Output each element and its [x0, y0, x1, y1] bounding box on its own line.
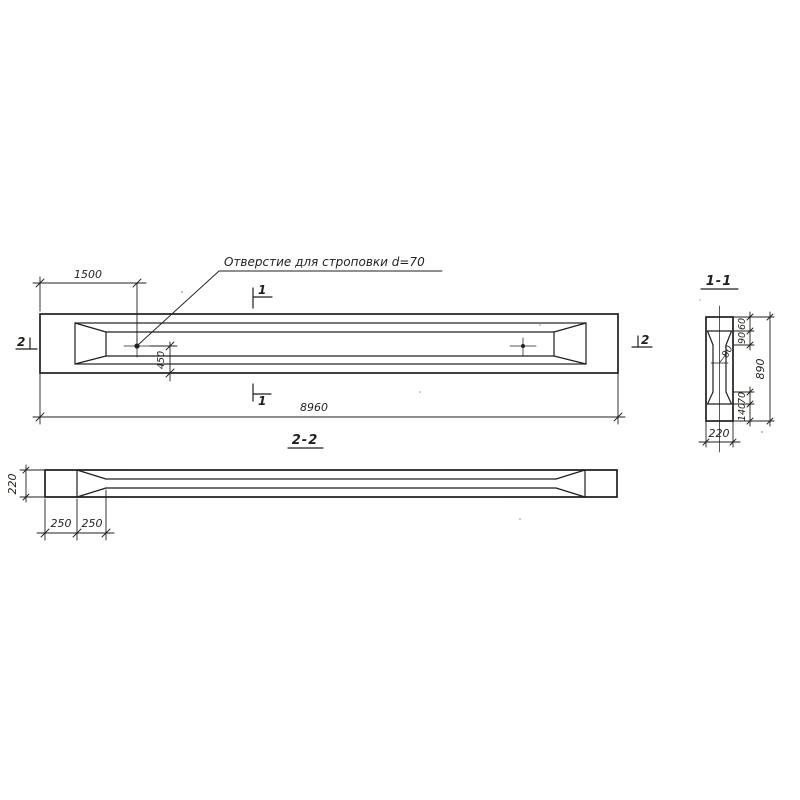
dim-70-label: 70: [737, 391, 748, 405]
dim-450-label: 450: [156, 350, 167, 370]
section-mark-1-bottom-label: 1: [258, 394, 267, 408]
section-2-2-title: 2-2: [291, 433, 319, 448]
lifting-hole-right: [510, 338, 536, 356]
section-1-1-header: [701, 274, 738, 289]
section-mark-2-left: [16, 335, 37, 349]
dim-250-taper-label: 250: [81, 517, 103, 530]
section-mark-1-top: [253, 283, 272, 308]
scan-speckles: [181, 291, 763, 520]
hole-callout: [139, 255, 442, 344]
dim-90-label: 90: [737, 331, 748, 345]
elevation-view: [16, 255, 652, 424]
section-1-1-view: [699, 274, 774, 452]
beam-outline: [40, 314, 618, 373]
section-mark-2-right: [632, 333, 652, 347]
dim-140-label: 140: [737, 402, 748, 422]
hole-callout-label: Отверстие для строповки d=70: [224, 255, 425, 269]
dim-1500: [33, 268, 146, 342]
dim-250-end-block-label: 250: [50, 517, 72, 530]
dim-890-label: 890: [754, 358, 767, 380]
lifting-hole-left: [124, 337, 152, 357]
section-mark-2-right-label: 2: [641, 333, 650, 347]
dim-80-label: 80: [720, 343, 736, 360]
dim-220-section2-label: 220: [6, 473, 19, 495]
dim-8960: [33, 373, 625, 424]
section-1-1-title: 1-1: [705, 274, 733, 289]
section-2-2-depth-dim: [6, 465, 45, 502]
section-2-2-view: [6, 433, 617, 540]
dim-60-label: 60: [737, 317, 748, 331]
section-mark-1-top-label: 1: [258, 283, 267, 297]
section-1-1-right-dims: [733, 312, 774, 426]
dim-220-section1-label: 220: [708, 427, 730, 440]
section-mark-2-left-label: 2: [17, 335, 26, 349]
section-2-2-header: [288, 433, 323, 448]
section-mark-1-bottom: [253, 384, 271, 408]
dim-1500-label: 1500: [74, 268, 102, 281]
section-2-2-outline: [45, 470, 617, 497]
dim-450: [150, 342, 177, 381]
dim-8960-label: 8960: [300, 401, 328, 414]
